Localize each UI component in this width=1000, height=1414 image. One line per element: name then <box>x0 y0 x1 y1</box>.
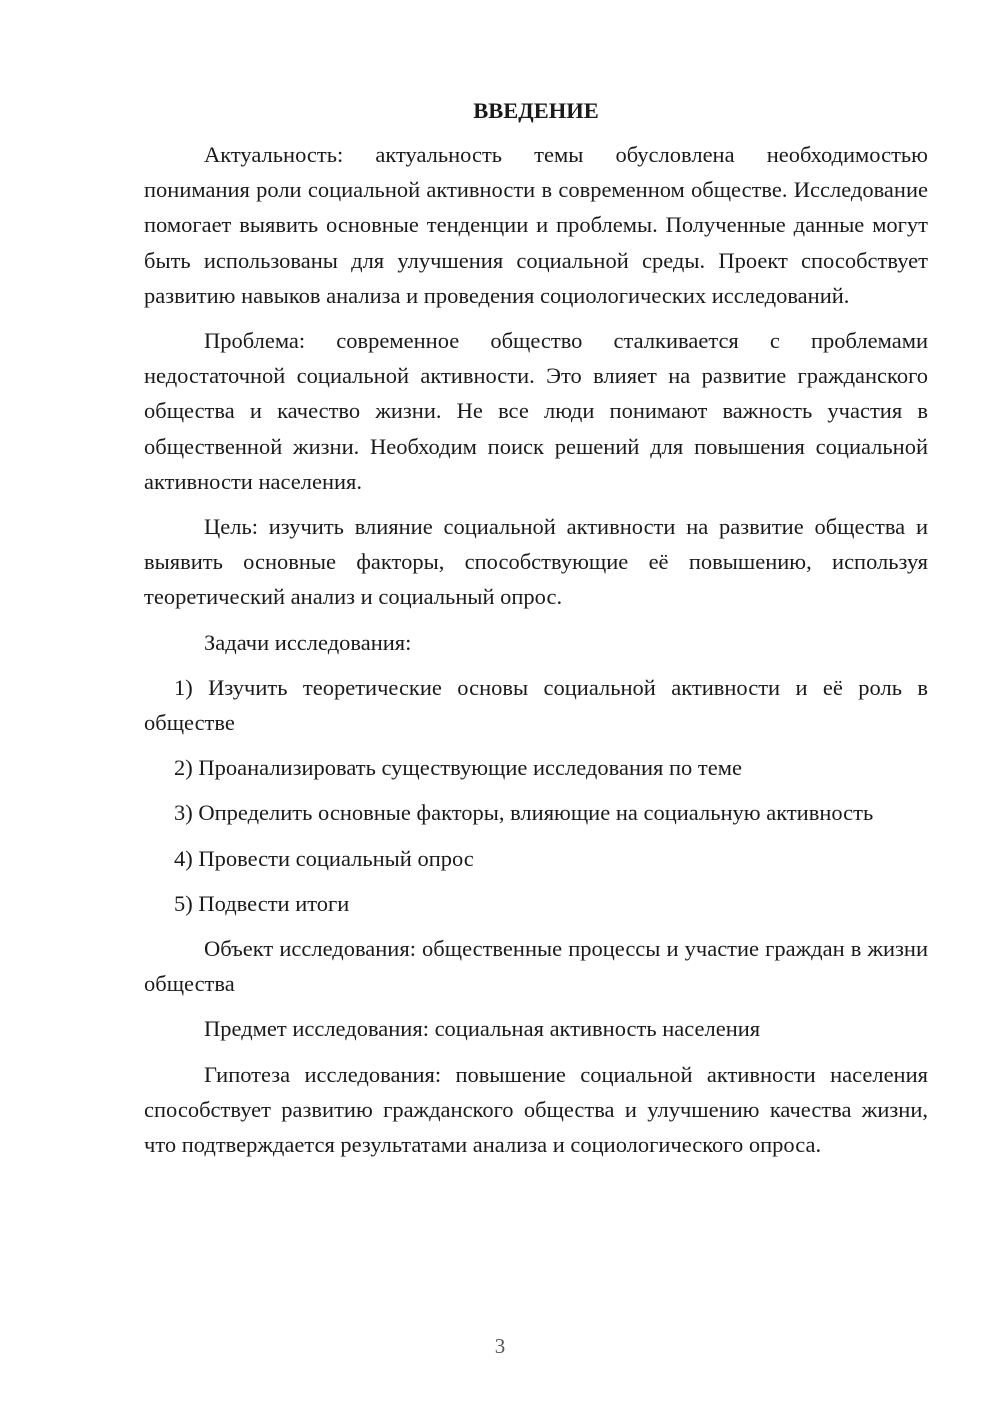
paragraph-relevance: Актуальность: актуальность темы обусловлена необходимостью понимания роли социальной активности в современном обществе. Исследование помогает выявить основные тенденции и проблемы. Полученные данные могут быть использованы для улучшения социальной среды. Проект способствует развитию навыков анализа и проведения социологических исследований. <box>144 142 928 308</box>
paragraph-tasks-heading: Задачи исследования: <box>204 629 412 655</box>
task-item-1: 1) Изучить теоретические основы социальной активности и её роль в обществе <box>144 674 928 736</box>
paragraph-hypothesis: Гипотеза исследования: повышение социальной активности населения способствует развитию гражданского общества и улучшению качества жизни, что подтверждается результатами анализа и социологического опроса. <box>144 1061 928 1158</box>
page-title: ВВЕДЕНИЕ <box>473 98 599 123</box>
task-item-5: 5) Подвести итоги <box>174 890 350 916</box>
paragraph-goal: Цель: изучить влияние социальной активности на развитие общества и выявить основные факторы, способствующие её повышению, используя теоретический анализ и социальный опрос. <box>144 514 928 610</box>
paragraph-subject: Предмет исследования: социальная активность населения <box>204 1016 761 1042</box>
task-item-3: 3) Определить основные факторы, влияющие на социальную активность <box>174 800 874 826</box>
page-content <box>144 96 928 1172</box>
task-item-2: 2) Проанализировать существующие исследования по теме <box>174 755 742 781</box>
task-item-4: 4) Провести социальный опрос <box>174 845 474 871</box>
paragraph-problem: Проблема: современное общество сталкивается с проблемами недостаточной социальной активности. Это влияет на развитие гражданского общества и качество жизни. Не все люди понимают важность участия в общественной жизни. Необходим поиск решений для повышения социальной активности населения. <box>144 328 928 494</box>
paragraph-object: Объект исследования: общественные процессы и участие граждан в жизни общества <box>144 936 928 997</box>
page-number: 3 <box>494 1334 506 1358</box>
